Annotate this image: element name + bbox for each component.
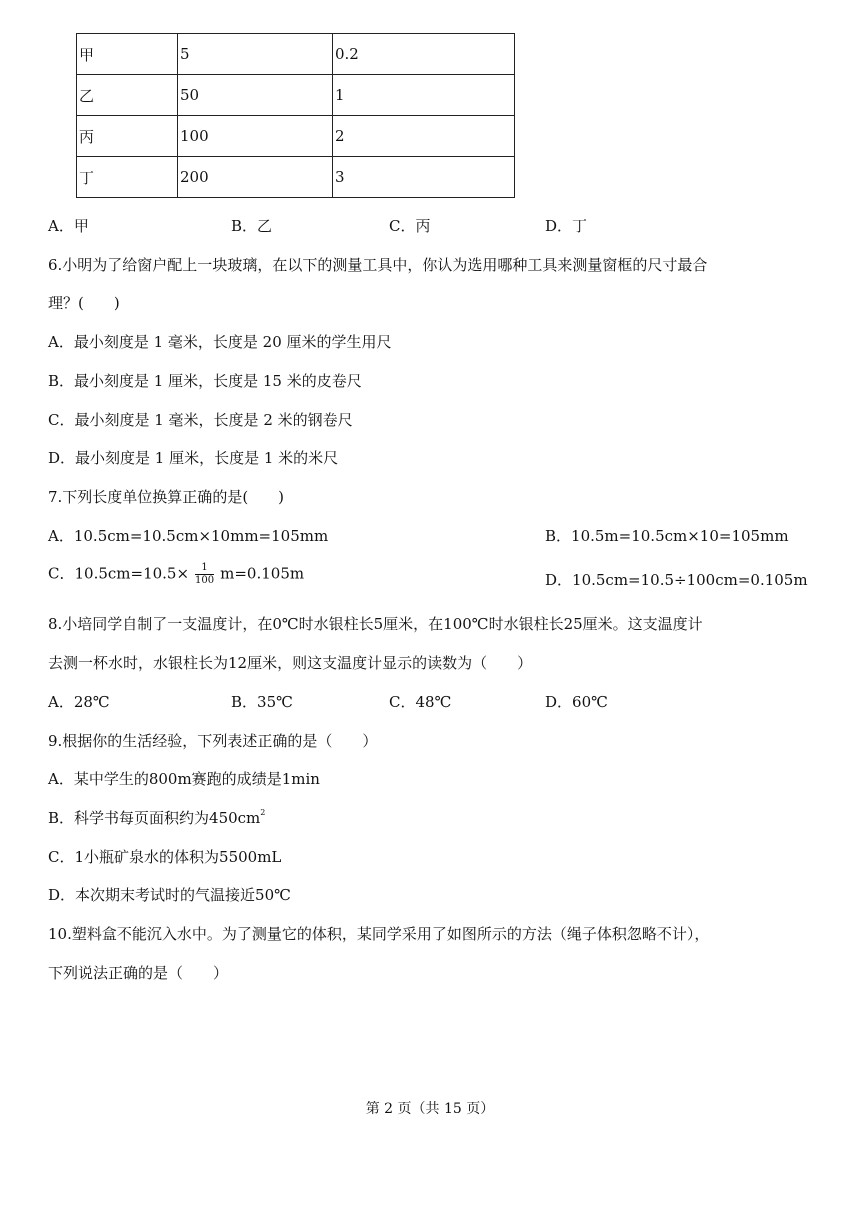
q7-option-c bbox=[48, 562, 304, 587]
q8-option-a: A．28℃ bbox=[48, 693, 110, 711]
table-cell: 5 bbox=[178, 34, 333, 75]
q10-stem-line2: 下列说法正确的是（ ） bbox=[48, 964, 229, 982]
q6-option-b: B．最小刻度是 1 厘米，长度是 15 米的皮卷尺 bbox=[48, 372, 362, 390]
table-cell: 0.2 bbox=[333, 34, 515, 75]
q9-stem: 9.根据你的生活经验，下列表述正确的是（ ） bbox=[48, 732, 378, 750]
q8-option-b: B．35℃ bbox=[231, 693, 293, 711]
table-row bbox=[77, 34, 515, 75]
table-cell: 50 bbox=[178, 75, 333, 116]
superscript: 2 bbox=[260, 808, 266, 817]
table-cell: 丁 bbox=[77, 157, 178, 198]
q6-option-d: D．最小刻度是 1 厘米，长度是 1 米的米尺 bbox=[48, 449, 339, 467]
q8-stem-line2: 去测一杯水时，水银柱长为12厘米，则这支温度计显示的读数为（ ） bbox=[48, 654, 533, 672]
table-cell: 1 bbox=[333, 75, 515, 116]
table-row bbox=[77, 75, 515, 116]
q9-option-d: D．本次期末考试时的气温接近50℃ bbox=[48, 886, 291, 904]
q7-stem: 7.下列长度单位换算正确的是( ) bbox=[48, 488, 285, 506]
q9-option-b-text: B．科学书每页面积约为450cm bbox=[48, 809, 261, 827]
fraction-denominator: 100 bbox=[195, 575, 215, 586]
table-row bbox=[77, 157, 515, 198]
q5-option-c: C．丙 bbox=[389, 217, 431, 235]
q6-option-a: A．最小刻度是 1 毫米，长度是 20 厘米的学生用尺 bbox=[48, 333, 392, 351]
q7-option-c-suffix: m=0.105m bbox=[220, 564, 305, 583]
q8-stem-line1: 8.小培同学自制了一支温度计，在0℃时水银柱长5厘米，在100℃时水银柱长25厘米。这支温度计 bbox=[48, 615, 703, 633]
table-row bbox=[77, 116, 515, 157]
q9-option-a: A．某中学生的800m赛跑的成绩是1min bbox=[48, 770, 320, 788]
q7-option-b: B．10.5m=10.5cm×10=105mm bbox=[545, 527, 789, 545]
table-cell: 2 bbox=[333, 116, 515, 157]
q9-option-b bbox=[48, 807, 265, 828]
table-cell: 100 bbox=[178, 116, 333, 157]
table-cell: 3 bbox=[333, 157, 515, 198]
q7-option-c-prefix: C．10.5cm=10.5× bbox=[48, 564, 190, 583]
page-footer: 第 2 页（共 15 页） bbox=[365, 1101, 495, 1117]
fraction bbox=[195, 562, 214, 587]
q6-stem-line2: 理？( ) bbox=[48, 294, 120, 312]
q9-option-c: C．1小瓶矿泉水的体积为5500mL bbox=[48, 848, 282, 866]
fraction-numerator: 1 bbox=[195, 562, 214, 575]
table-cell: 乙 bbox=[77, 75, 178, 116]
data-table bbox=[76, 33, 515, 198]
q6-option-c: C．最小刻度是 1 毫米，长度是 2 米的钢卷尺 bbox=[48, 411, 353, 429]
q6-stem-line1: 6.小明为了给窗户配上一块玻璃，在以下的测量工具中，你认为选用哪种工具来测量窗框的尺寸最合 bbox=[48, 256, 708, 274]
q5-option-b: B．乙 bbox=[231, 217, 273, 235]
q5-option-a: A．甲 bbox=[48, 217, 89, 235]
q8-option-d: D．60℃ bbox=[545, 693, 608, 711]
table-cell: 甲 bbox=[77, 34, 178, 75]
q7-option-a: A．10.5cm=10.5cm×10mm=105mm bbox=[48, 527, 329, 545]
table-cell: 200 bbox=[178, 157, 333, 198]
q8-option-c: C．48℃ bbox=[389, 693, 452, 711]
q5-option-d: D．丁 bbox=[545, 217, 588, 235]
q10-stem-line1: 10.塑料盒不能沉入水中。为了测量它的体积，某同学采用了如图所示的方法（绳子体积忽略不计）， bbox=[48, 925, 710, 943]
table-cell: 丙 bbox=[77, 116, 178, 157]
q7-option-d: D．10.5cm=10.5÷100cm=0.105m bbox=[545, 571, 808, 589]
